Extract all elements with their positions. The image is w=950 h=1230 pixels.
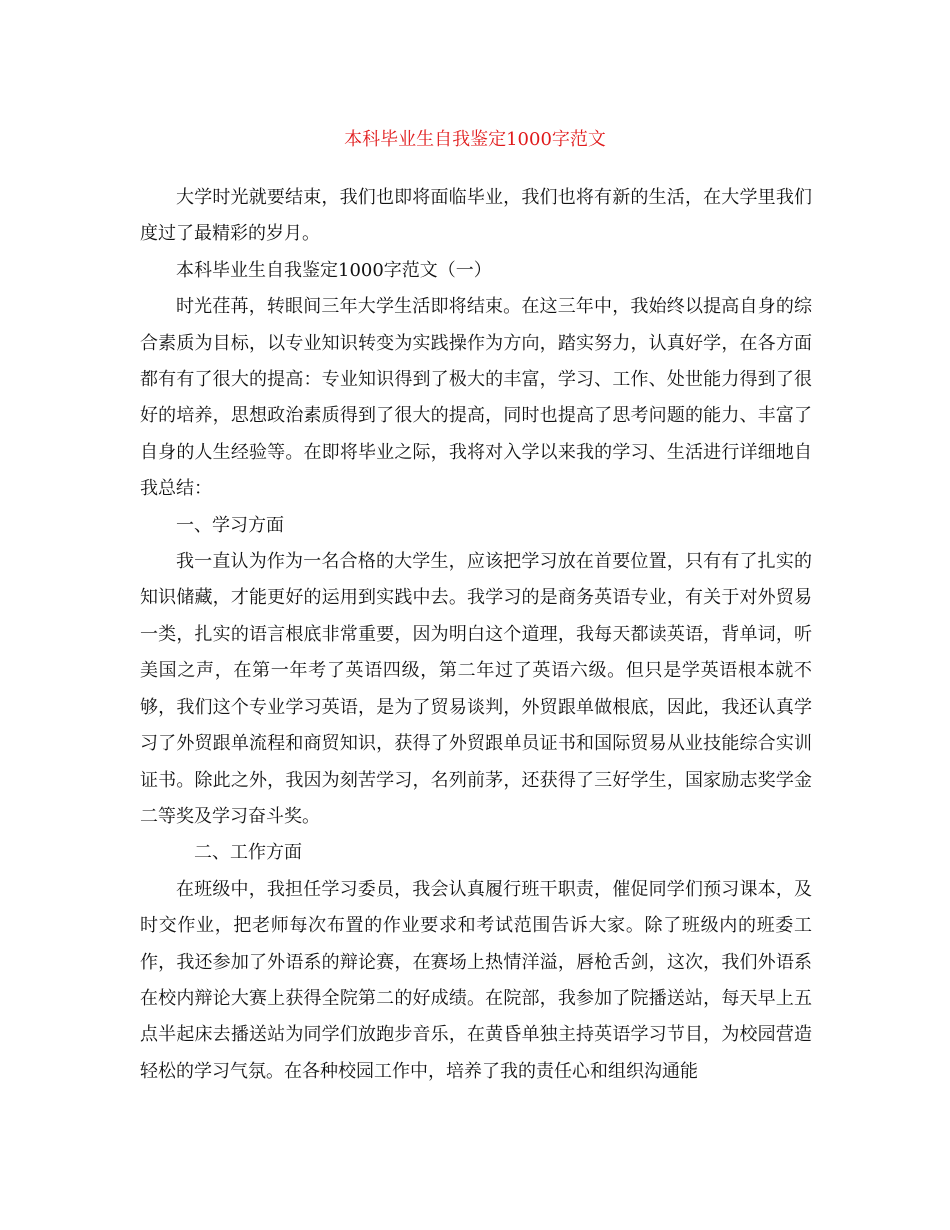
- section-heading-work: 二、工作方面: [194, 842, 302, 864]
- document-body: [140, 180, 812, 1090]
- intro-paragraph: 大学时光就要结束，我们也即将面临毕业，我们也将有新的生活，在大学里我们度过了最精彩的岁月。: [140, 187, 812, 245]
- body-paragraph: 时光荏苒，转眼间三年大学生活即将结束。在这三年中，我始终以提高自身的综合素质为目标，以专业知识转变为实践操作为方向，踏实努力，认真好学，在各方面都有有了很大的提高：专业知识得到了极大的丰富，学习、工作、处世能力得到了很好的培养，思想政治素质得到了很大的提高，同时也提高了思考问题的能力、丰富了自身的人生经验等。在即将毕业之际，我将对入学以来我的学习、生活进行详细地自我总结：: [140, 296, 812, 500]
- document-title: 本科毕业生自我鉴定1000字范文: [344, 129, 606, 150]
- section-heading-study: 一、学习方面: [176, 514, 284, 536]
- body-paragraph: 在班级中，我担任学习委员，我会认真履行班干职责，催促同学们预习课本，及时交作业，把老师每次布置的作业要求和考试范围告诉大家。除了班级内的班委工作，我还参加了外语系的辩论赛，在赛场上热情洋溢，唇枪舌剑，这次，我们外语系在校内辩论大赛上获得全院第二的好成绩。在院部，我参加了院播送站，每天早上五点半起床去播送站为同学们放跑步音乐，在黄昏单独主持英语学习节目，为校园营造轻松的学习气氛。在各种校园工作中，培养了我的责任心和组织沟通能: [140, 878, 812, 1082]
- body-paragraph: 我一直认为作为一名合格的大学生，应该把学习放在首要位置，只有有了扎实的知识储藏，才能更好的运用到实践中去。我学习的是商务英语专业，有关于对外贸易一类，扎实的语言根底非常重要，因为明白这个道理，我每天都读英语，背单词，听美国之声，在第一年考了英语四级，第二年过了英语六级。但只是学英语根本就不够，我们这个专业学习英语，是为了贸易谈判，外贸跟单做根底，因此，我还认真学习了外贸跟单流程和商贸知识，获得了外贸跟单员证书和国际贸易从业技能综合实训证书。除此之外，我因为刻苦学习，名列前茅，还获得了三好学生，国家励志奖学金二等奖及学习奋斗奖。: [140, 551, 812, 827]
- section-heading-sample-one: 本科毕业生自我鉴定1000字范文（一）: [176, 259, 492, 281]
